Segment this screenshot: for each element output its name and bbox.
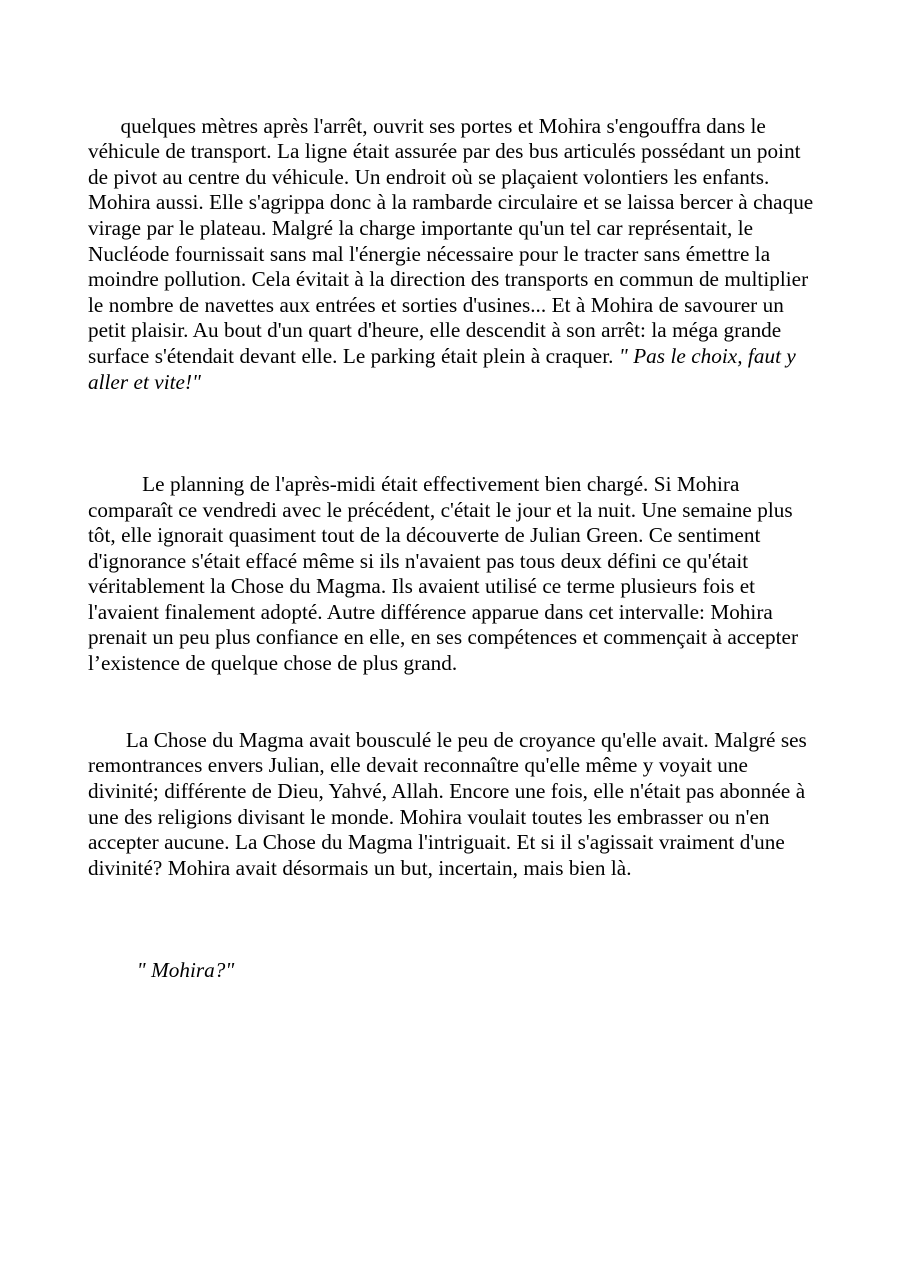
paragraph-dialogue-quote: " Mohira?" [120,958,235,983]
paragraph-planning-text: Le planning de l'après-midi était effectivement bien chargé. Si Mohira comparaît ce vendredi avec le précédent, c'était le jour et la nuit. Une semaine plus tôt, elle ignorait quasiment tout de la découverte de Julian Green. Ce sentiment d'ignorance s'était effacé même si ils n'avaient pas tous deux défini ce qu'était véritablement la Chose du Magma. Ils avaient utilisé ce terme plusieurs fois et l'avaient finalement adopté. Autre différence apparue dans cet intervalle: Mohira prenait un peu plus confiance en elle, en ses compétences et commençait à accepter l’existence de quelque chose de plus grand. [88,471,804,676]
paragraph-bus-ride-quote: " Pas le choix, faut y aller et vite!" [88,343,802,394]
paragraph-bus-ride-text: quelques mètres après l'arrêt, ouvrit ses portes et Mohira s'engouffra dans le véhicule de transport. La ligne était assurée par des bus articulés possédant un point de pivot au centre du véhicule. Un endroit où se plaçaient volontiers les enfants. Mohira aussi. Elle s'agrippa donc à la rambarde circulaire et se laissa bercer à chaque virage par le plateau. Malgré la charge importante qu'un tel car représentait, le Nucléode fournissait sans mal l'énergie nécessaire pour le tracter sans émettre la moindre pollution. Cela évitait à la direction des transports en commun de multiplier le nombre de navettes aux entrées et sorties d'usines... Et à Mohira de savourer un petit plaisir. Au bout d'un quart d'heure, elle descendit à son arrêt: la méga grande surface s'étendait devant elle. Le parking était plein à craquer. [88,113,819,368]
body-text-column [88,88,820,1009]
paragraph-planning [88,446,820,702]
paragraph-croyance [88,702,820,907]
paragraph-croyance-text: La Chose du Magma avait bousculé le peu de croyance qu'elle avait. Malgré ses remontrances envers Julian, elle devait reconnaître qu'elle même y voyait une divinité; différente de Dieu, Yahvé, Allah. Encore une fois, elle n'était pas abonnée à une des religions divisant le monde. Mohira voulait toutes les embrasser ou n'en accepter aucune. La Chose du Magma l'intriguait. Et si il s'agissait vraiment d'une divinité? Mohira avait désormais un but, incertain, mais bien là. [88,727,813,880]
paragraph-bus-ride [88,88,820,421]
paragraph-dialogue [88,933,820,1010]
